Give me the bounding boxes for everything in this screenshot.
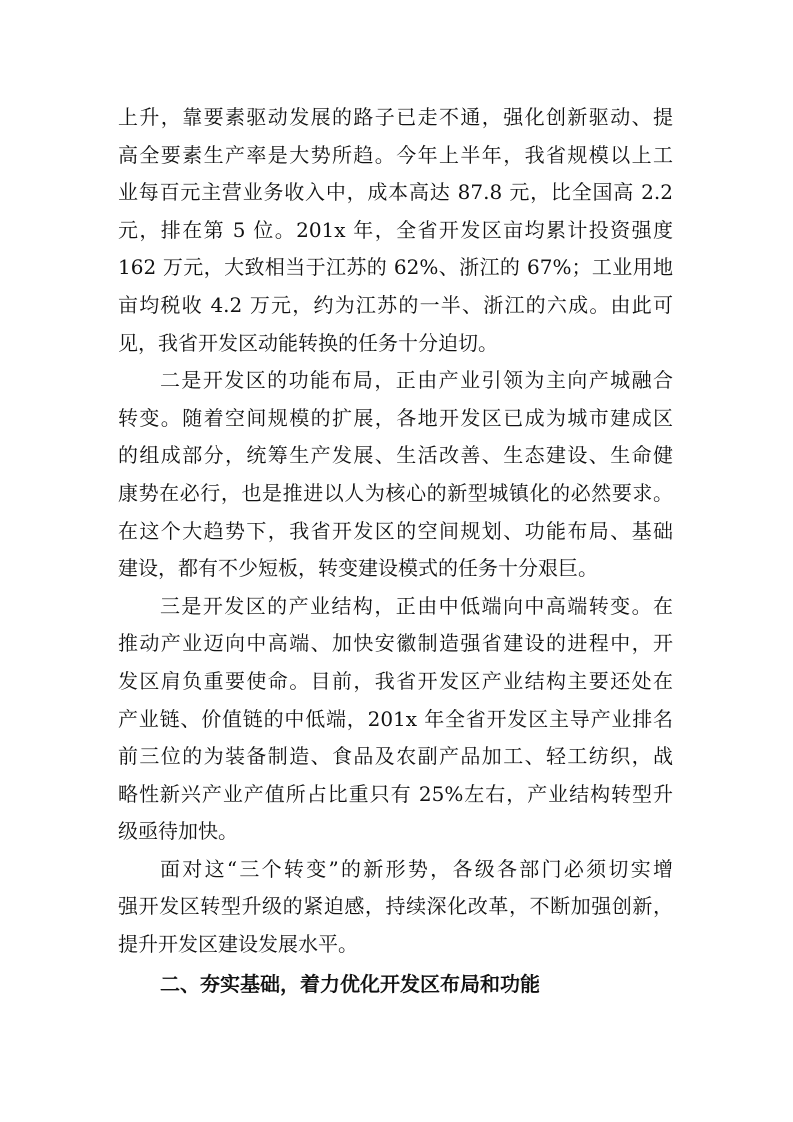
text-line: 高全要素生产率是大势所趋。今年上半年，我省规模以上工 bbox=[118, 142, 673, 167]
text-line: 在这个大趋势下，我省开发区的空间规划、功能布局、基础 bbox=[118, 518, 673, 543]
text-line: 推动产业迈向中高端、加快安徽制造强省建设的进程中，开 bbox=[118, 631, 673, 656]
text-line: 的组成部分，统筹生产发展、生活改善、生态建设、生命健 bbox=[118, 443, 673, 468]
paragraph-1 bbox=[118, 99, 673, 362]
text-line: 前三位的为装备制造、食品及农副产品加工、轻工纺织，战 bbox=[118, 744, 673, 769]
text-line: 162 万元，大致相当于江苏的 62%、浙江的 67%；工业用地 bbox=[118, 255, 673, 280]
paragraph-2 bbox=[118, 362, 673, 588]
text-line: 产业链、价值链的中低端，201x 年全省开发区主导产业排名 bbox=[118, 706, 673, 731]
text-line: 面对这“三个转变”的新形势，各级各部门必须切实增 bbox=[160, 856, 673, 881]
text-line: 转变。随着空间规模的扩展，各地开发区已成为城市建成区 bbox=[118, 405, 673, 430]
text-line: 康势在必行，也是推进以人为核心的新型城镇化的必然要求。 bbox=[118, 480, 673, 505]
text-line: 提升开发区建设发展水平。 bbox=[118, 932, 358, 957]
text-line: 亩均税收 4.2 万元，约为江苏的一半、浙江的六成。由此可 bbox=[118, 292, 673, 317]
text-line: 二是开发区的功能布局，正由产业引领为主向产城融合 bbox=[160, 368, 673, 393]
section-heading: 二、夯实基础，着力优化开发区布局和功能 bbox=[160, 971, 540, 996]
text-line: 略性新兴产业产值所占比重只有 25%左右，产业结构转型升 bbox=[118, 781, 673, 806]
text-line: 强开发区转型升级的紧迫感，持续深化改革，不断加强创新， bbox=[118, 894, 673, 919]
text-line: 三是开发区的产业结构，正由中低端向中高端转变。在 bbox=[160, 593, 673, 618]
text-line: 见，我省开发区动能转换的任务十分迫切。 bbox=[118, 330, 498, 355]
document-page bbox=[118, 99, 673, 1003]
text-line: 发区肩负重要使命。目前，我省开发区产业结构主要还处在 bbox=[118, 668, 673, 693]
text-line: 上升，靠要素驱动发展的路子已走不通，强化创新驱动、提 bbox=[118, 105, 673, 129]
text-line: 建设，都有不少短板，转变建设模式的任务十分艰巨。 bbox=[118, 556, 598, 581]
paragraph-3 bbox=[118, 588, 673, 851]
paragraph-4 bbox=[118, 851, 673, 964]
text-line: 业每百元主营业务收入中，成本高达 87.8 元，比全国高 2.2 bbox=[118, 180, 673, 205]
text-line: 级亟待加快。 bbox=[118, 819, 238, 844]
text-line: 元，排在第 5 位。201x 年，全省开发区亩均累计投资强度 bbox=[118, 217, 673, 242]
